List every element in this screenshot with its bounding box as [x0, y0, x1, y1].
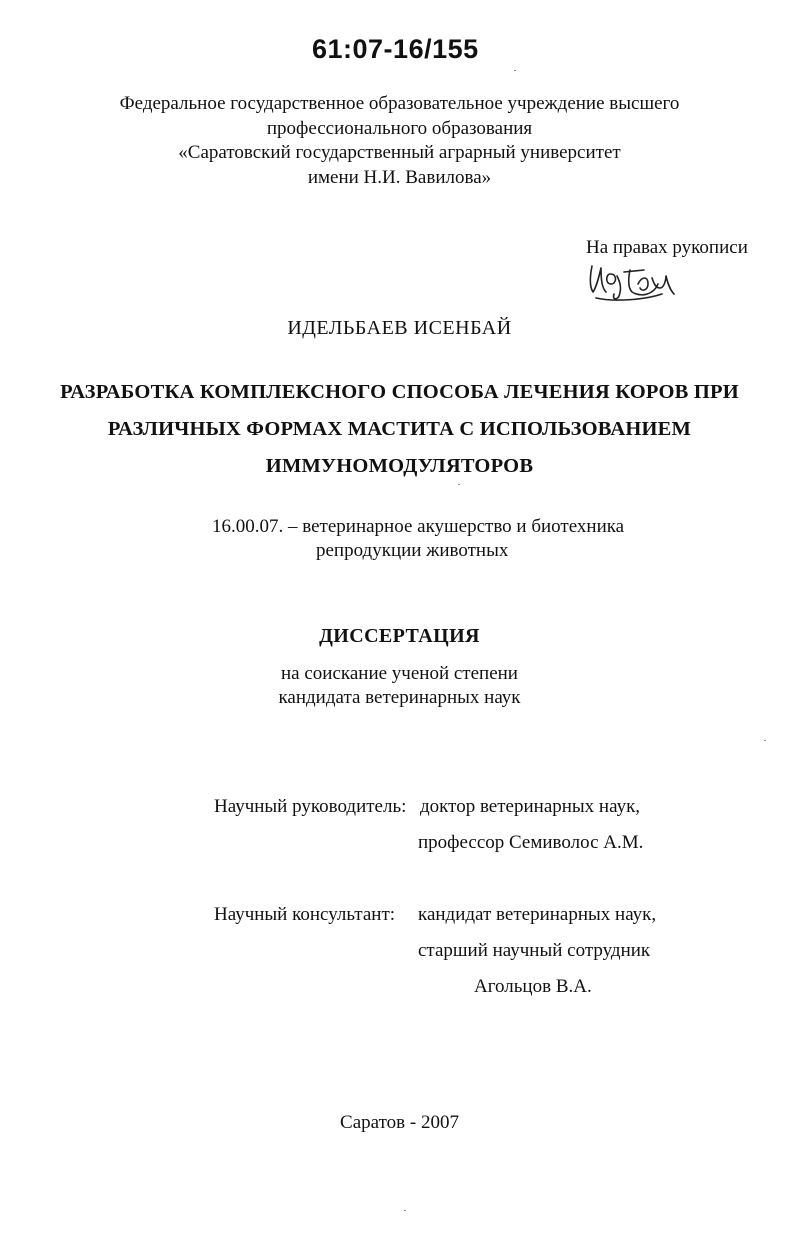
supervisor-line-1: доктор ветеринарных наук,: [420, 796, 641, 817]
consultant-line-2: старший научный сотрудник: [418, 940, 651, 961]
thesis-title-line-3: ИММУНОМОДУЛЯТОРОВ: [265, 455, 534, 477]
document-type: ДИССЕРТАЦИЯ: [319, 625, 480, 647]
scan-speck: [514, 70, 516, 71]
thesis-title-line-2: РАЗЛИЧНЫХ ФОРМАХ МАСТИТА С ИСПОЛЬЗОВАНИЕМ: [107, 418, 692, 440]
specialty-line-1: 16.00.07. – ветеринарное акушерство и биотехника: [212, 516, 625, 537]
rights-notice: На правах рукописи: [586, 237, 748, 258]
supervisor-label: Научный руководитель:: [214, 796, 407, 817]
thesis-title-line-1: РАЗРАБОТКА КОМПЛЕКСНОГО СПОСОБА ЛЕЧЕНИЯ КОРОВ ПРИ: [60, 381, 739, 403]
degree-line-1: на соискание ученой степени: [281, 663, 518, 684]
institution-line-2: профессионального образования: [266, 118, 533, 139]
consultant-line-1: кандидат ветеринарных наук,: [418, 904, 657, 925]
supervisor-line-2: профессор Семиволос А.М.: [418, 832, 644, 853]
signature: [584, 254, 676, 309]
degree-line-2: кандидата ветеринарных наук: [278, 687, 521, 708]
specialty-line-2: репродукции животных: [316, 540, 509, 561]
scan-speck: [764, 740, 766, 741]
institution-line-1: Федеральное государственное образовательное учреждение высшего: [119, 93, 680, 114]
consultant-line-3: Агольцов В.А.: [474, 976, 592, 997]
consultant-label: Научный консультант:: [214, 904, 396, 925]
institution-line-3: «Саратовский государственный аграрный университет: [178, 142, 621, 163]
place-year: Саратов - 2007: [340, 1112, 459, 1133]
author-name: ИДЕЛЬБАЕВ ИСЕНБАЙ: [287, 317, 512, 339]
institution-line-4: имени Н.И. Вавилова»: [307, 167, 492, 188]
signature-image: [584, 254, 676, 304]
scan-speck: [458, 484, 460, 485]
scan-speck: [404, 1210, 406, 1211]
document-code: 61:07-16/155: [312, 34, 479, 64]
